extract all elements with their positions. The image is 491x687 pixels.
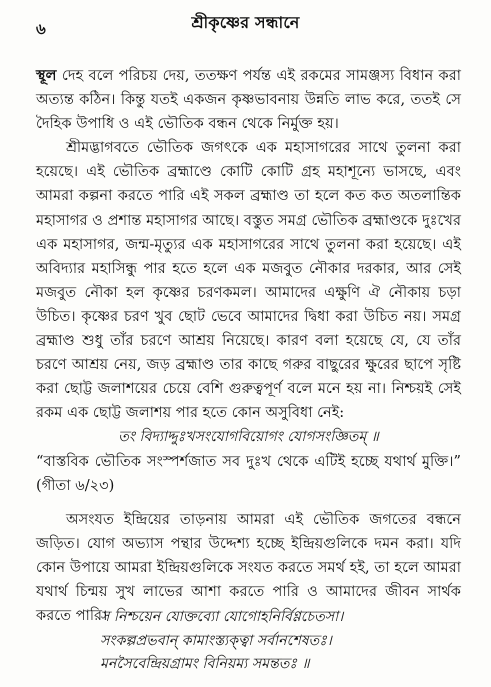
paragraph-3: অসংযত ইন্দ্রিয়ের তাড়নায় আমরা এই ভৌতিক জগতের বন্ধনে জড়িত। যোগ অভ্যাস পন্থার উদ্দেশ্য হচ্ছে ইন্দ্রিয়গুলিকে দমন করা। যদি কোন উপায়ে আমরা ইন্দ্রিয়গুলিকে সংযত করতে সমর্থ হই, তা হলে আমরা যথার্থ চিন্ময় সুখ লাভের আশা করতে পারি ও আমাদের জীবন সার্থক করতে পারি। [36,510,461,625]
page-header [20,10,471,36]
bold-lead-word: স্থূল [36,67,57,84]
verse-line-3: মনসৈবেন্দ্রিয়গ্রামং বিনিয়ম্য সমন্ততঃ ॥ [100,656,310,672]
running-head-title: শ্রীকৃষ্ণের সন্ধানে [191,12,300,32]
sanskrit-quote: তং বিদ্যাদ্দুঃখসংযোগবিয়োগং যোগসংজ্ঞিতম্ ॥ [118,429,379,446]
quote-translation: “বাস্তবিক ভৌতিক সংস্পর্শজাত সব দুঃখ থেকে এটিই হচ্ছে যথার্থ মুক্তি।” (গীতা ৬/২৩) [36,452,461,494]
verse-line-1: স নিশ্চয়েন যোক্তব্যো যোগোহনির্বিণ্ণচেতসা। [100,609,344,625]
page-number: ৬ [36,20,46,38]
paragraph-2: শ্রীমদ্ভাগবতে ভৌতিক জগৎকে এক মহাসাগরের সাথে তুলনা করা হয়েছে। এই ভৌতিক ব্রহ্মাণ্ডে কোটি কোটি গ্রহ মহাশূন্যে ভাসছে, এবং আমরা কল্পনা করতে পারি এই সকল ব্রহ্মাণ্ড তা হলে কত কত অতলান্তিক মহাসাগর ও প্রশান্ত মহাসাগর আছে। বস্তুত সমগ্র ভৌতিক ব্রহ্মাণ্ডকে দুঃখের এক মহাসাগর, জন্ম-মৃত্যুর এক মহাসাগরের সাথে তুলনা করা হয়েছে। এই অবিদ্যার মহাসিন্ধু পার হতে হলে এক মজবুত নৌকার দরকার, আর সেই মজবুত নৌকা হল কৃষ্ণের চরণকমল। আমাদের এক্ষুণি ঐ নৌকায় চড়া উচিত। কৃষ্ণের চরণ খুব ছোট ভেবে আমাদের দ্বিধা করা উচিত নয়। সমগ্র ব্রহ্মাণ্ড শুধু তাঁর চরণে আশ্রয় নিয়েছে। কারণ বলা হয়েছে যে, যে তাঁর চরণে আশ্রয় নেয়, জড় ব্রহ্মাণ্ড তার কাছে গরুর বাছুরের ক্ষুরের ছাপে সৃষ্টি করা ছোট্ট জলাশয়ের চেয়ে বেশি গুরুত্বপূর্ণ বলে মনে হয় না। নিশ্চয়ই সেই রকম এক ছোট্ট জলাশয় পার হতে কোন অসুবিধা নেই: [36,139,461,422]
paragraph-1 [36,64,461,136]
paragraph-1-text: দেহ বলে পরিচয় দেয়, ততক্ষণ পর্যন্ত এই রকমের সামঞ্জস্য বিধান করা অত্যন্ত কঠিন। কিন্তু যতই একজন কৃষ্ণভাবনায় উন্নতি লাভ করে, ততই সে দৈহিক উপাধি ও এই ভৌতিক বন্ধন থেকে নির্মুক্ত হয়। [36,67,461,133]
body-text [36,64,461,628]
verse-line-2: সংকল্পপ্রভবান্ কামাংস্ত্যক্ত্বা সর্বানশেষতঃ। [100,632,332,649]
verse-block [100,606,451,677]
